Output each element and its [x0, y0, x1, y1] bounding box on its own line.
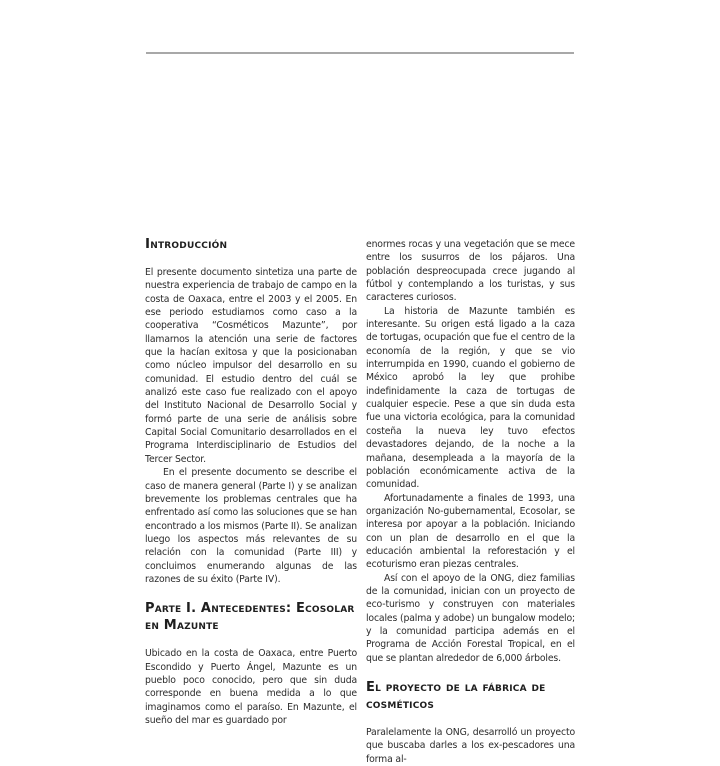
header-rule — [146, 52, 574, 54]
heading-introduccion: Introducción — [145, 236, 228, 252]
left-column — [145, 236, 357, 727]
heading-fabrica-cosmeticos: El proyecto de la fábrica de cosméticos — [366, 680, 546, 712]
intro-paragraph-2: En el presente documento se describe el caso de manera general (Parte I) y se analizan brevemente los problemas centrales que ha enfrentado así como las soluciones que se han encontrado a los mismos (Parte II). Se analizan luego los aspectos más relevantes de su relación con la comunidad (Parte III) y concluimos enumerando algunas de las razones de su éxito (Parte IV). — [145, 467, 357, 585]
parte1-paragraph-1: Ubicado en la costa de Oaxaca, entre Puerto Escondido y Puerto Ángel, Mazunte es un pueblo poco conocido, pero que sin duda corresponde en buena medida a lo que imaginamos como el paraíso. En Mazunte, el sueño del mar es guardado por — [145, 648, 357, 726]
right-paragraph-4: Así con el apoyo de la ONG, diez familias de la comunidad, inician con un proyecto de eco-turismo y construyen con materiales locales (palma y adobe) un bungalow modelo; y la comunidad participa además en el Programa de Acción Forestal Tropical, en el que se plantan alrededor de 6,000 árboles. — [366, 572, 575, 664]
right-paragraph-2: La historia de Mazunte también es interesante. Su origen está ligado a la caza de tortugas, ocupación que fue el centro de la economía de la región, y que se vio interrumpida en 1990, cuando el gobierno de México aprobó la ley que prohibe indefinidamente la caza de tortugas de cualquier especie. Pese a que sin duda esta fue una victoria ecológica, para la comunidad costeña la nueva ley tuvo efectos devastadores dejando, de la noche a la mañana, desempleada a la mayoría de la población económicamente activa de la comunidad. — [366, 305, 575, 491]
right-column — [366, 238, 575, 766]
right-paragraph-1: enormes rocas y una vegetación que se mece entre los susurros de los pájaros. Una población despreocupada crece jugando al fútbol y contemplando a los turistas, y sus caracteres curiosos. — [366, 239, 575, 304]
heading-parte-1: Parte I. Antecedentes: Ecosolar en Mazunte — [145, 601, 355, 634]
fabrica-paragraph-1: Paralelamente la ONG, desarrolló un proyecto que buscaba darles a los ex-pescadores una forma al- — [366, 727, 575, 765]
intro-paragraph-1: El presente documento sintetiza una parte de nuestra experiencia de trabajo de campo en la costa de Oaxaca, entre el 2003 y el 2005. En ese periodo estudiamos como caso a la cooperativa “Cosméticos Mazunte”, por llamarnos la atención una serie de factores que la hacían exitosa y que la posicionaban como núcleo impulsor del desarrollo en su comunidad. El estudio dentro del cuál se analizó este caso fue realizado con el apoyo del Instituto Nacional de Desarrollo Social y formó parte de una serie de análisis sobre Capital Social Comunitario desarrollados en el Programa Interdisciplinario de Estudios del Tercer Sector. — [145, 267, 357, 465]
right-paragraph-3: Afortunadamente a finales de 1993, una organización No-gubernamental, Ecosolar, se interesa por apoyar a la población. Iniciando con un plan de desarrollo en el que la educación ambiental la reforestación y el ecoturismo eran piezas centrales. — [366, 492, 575, 571]
